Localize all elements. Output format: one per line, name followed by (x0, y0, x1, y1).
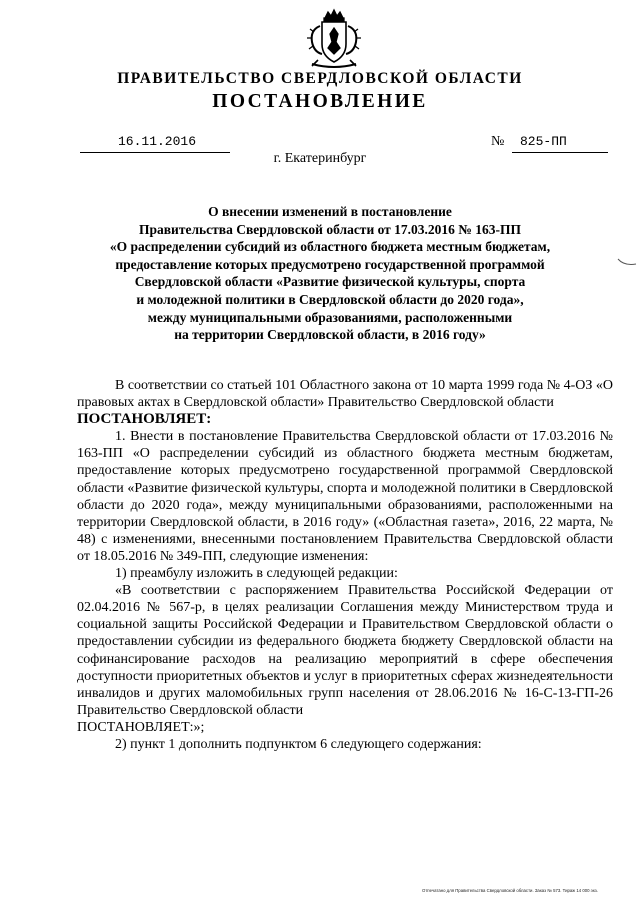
title-line: и молодежной политики в Свердловской области до 2020 года», (136, 291, 524, 307)
title-line: О внесении изменений в постановление (208, 204, 452, 219)
margin-pen-mark (616, 256, 638, 268)
decree-number: 825-ПП (520, 134, 567, 149)
resolves-heading: ПОСТАНОВЛЯЕТ: (77, 411, 212, 428)
title-line: между муниципальными образованиями, расположенными (147, 309, 513, 325)
title-line: Правительства Свердловской области от 17.03.2016 № 163-ПП (139, 221, 521, 237)
city: г. Екатеринбург (273, 151, 367, 166)
number-sign: № (491, 134, 505, 149)
quoted-resolves: ПОСТАНОВЛЯЕТ:»; (77, 719, 205, 735)
decree-body (77, 377, 613, 753)
preamble-paragraph: В соответствии со статьей 101 Областного закона от 10 марта 1999 года № 4-ОЗ «О правовых актах в Свердловской области» Правительство Свердловской области (77, 378, 613, 411)
print-note: Отпечатано для Правительства Свердловской области. Заказ № 573. Тираж 14 000 экз. (422, 888, 598, 893)
subitem-1-paragraph: 1) преамбулу изложить в следующей редакции: (115, 566, 398, 582)
coat-of-arms-icon (298, 8, 370, 72)
title-line: Свердловской области «Развитие физической культуры, спорта (134, 274, 526, 290)
document-type: ПОСТАНОВЛЕНИЕ (212, 91, 428, 112)
decree-title (60, 203, 600, 344)
quoted-preamble-paragraph: «В соответствии с распоряжением Правительства Российской Федерации от 02.04.2016 № 567-р, в целях реализации Соглашения между Министерством труда и социальной защиты Российской Федерации и Правительством Свердловской области о предоставлении субсидии из федерального бюджета бюджету Свердловской области на софинансирование расходов на реализацию мероприятий в сфере обеспечения доступности приоритетных объектов и услуг в приоритетных сферах жизнедеятельности инвалидов и других маломобильных групп населения от 28.06.2016 № 16-С-13-ГП-26 Правительство Свердловской области (77, 583, 613, 718)
date-value: 16.11.2016 (118, 134, 197, 149)
item-1-paragraph: 1. Внести в постановление Правительства Свердловской области от 17.03.2016 № 163-ПП «О распределении субсидий из областного бюджета местным бюджетам, предоставление которых предусмотрено государственной программой Свердловской области «Развитие физической культуры, спорта и молодежной политики в Свердловской области до 2020 года», между муниципальными образованиями, расположенными на территории Свердловской области, в 2016 году» («Областная газета», 2016, 22 марта, № 48) с изменениями, внесенными постановлением Правительства Свердловской области от 18.05.2016 № 349-ПП, следующие изменения: (77, 429, 613, 564)
title-line: «О распределении субсидий из областного бюджета местным бюджетам, (109, 239, 551, 255)
title-line: предоставление которых предусмотрено государственной программой (115, 256, 545, 272)
government-name: ПРАВИТЕЛЬСТВО СВЕРДЛОВСКОЙ ОБЛАСТИ (117, 70, 523, 87)
title-line: на территории Свердловской области, в 2016 году» (174, 327, 486, 343)
subitem-2-paragraph: 2) пункт 1 дополнить подпунктом 6 следующего содержания: (115, 736, 482, 752)
